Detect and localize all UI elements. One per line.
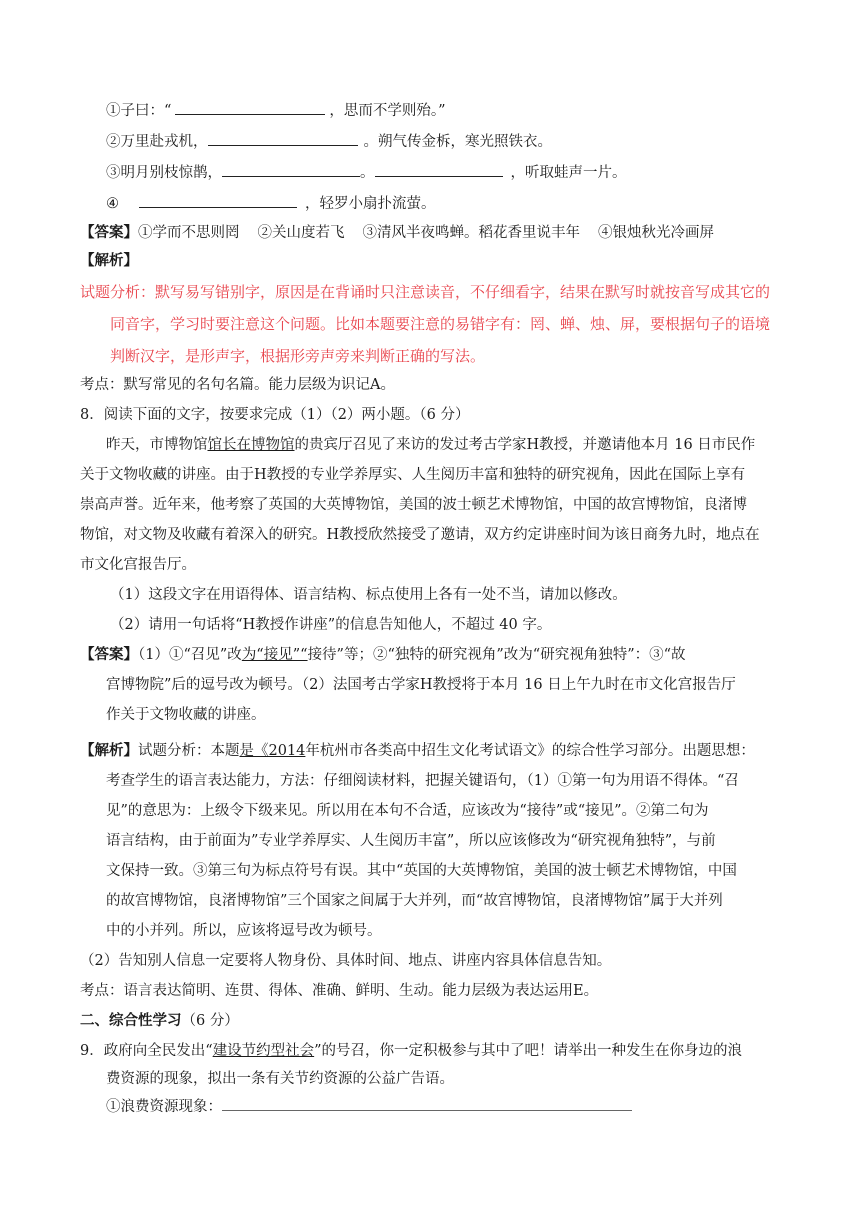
q7-item-3 [106, 162, 627, 184]
text: 9．政府向全民发出“ [80, 1043, 213, 1059]
answer-label: 【答案】 [80, 646, 138, 663]
answer-item: ②关山度若飞 [257, 225, 345, 241]
q8-analysis-line: 文保持一致。③第三句为标点符号有误。其中“英国的大英博物馆，美国的波士顿艺术博物馆，中国 [106, 863, 737, 879]
analysis-text: 同音字，学习时要注意这个问题。比如本题要注意的易错字有：罔、蝉、烛、屏，要根据句子的语境 [110, 315, 771, 333]
q9-line: 费资源的现象，拟出一条有关节约资源的公益广告语。 [106, 1071, 454, 1087]
q8-paragraph-line: 市文化宫报告厅。 [80, 557, 196, 573]
q8-answer-line: 宫博物院”后的逗号改为顿号。（2）法国考古学家H教授将于本月 16 日上午九时在市文化宫报告厅 [106, 677, 736, 693]
blank-line [222, 162, 360, 177]
text: 试题分析：本题 [138, 743, 240, 759]
text: ①浪费资源现象： [106, 1099, 222, 1115]
text: 昨天，市博物馆 [106, 437, 208, 453]
q8-title: 8．阅读下面的文字，按要求完成（1）（2）两小题。（6 分） [80, 407, 470, 423]
q7-item-2 [106, 131, 552, 153]
answer-item: ④银烛秋光冷画屏 [598, 225, 714, 241]
q8-sub-question-2: （2）请用一句话将“H教授作讲座”的信息告知他人，不超过 40 字。 [110, 617, 552, 633]
kaodian: 考点：语言表达简明、连贯、得体、准确、鲜明、生动。能力层级为表达运用E。 [80, 983, 599, 999]
q9-prompt [106, 1096, 632, 1118]
q8-answer-line: 作关于文物收藏的讲座。 [106, 707, 266, 723]
underlined-text: 馆长在博物馆 [207, 437, 295, 453]
q7-item-3-suffix: ，听取蛙声一片。 [510, 165, 627, 181]
q8-paragraph-line: 崇高声誉。近年来，他考察了英国的大英博物馆，美国的波士顿艺术博物馆，中国的故宫博物馆，良渚博 [80, 497, 747, 513]
q7-item-3-mid: 。 [360, 165, 375, 181]
section-heading [80, 1010, 239, 1032]
text: （1）①“召见”改 [138, 647, 242, 663]
q8-sub-question-1: （1）这段文字在用语得体、语言结构、标点使用上各有一处不当，请加以修改。 [110, 587, 627, 603]
underlined-text: 建设节约型社会 [212, 1043, 315, 1059]
blank-line [208, 131, 358, 146]
analysis-text: 试题分析：默写易写错别字，原因是在背诵时只注意读音，不仔细看字，结果在默写时就按音写成其它的 [80, 283, 771, 301]
section-title: 二、综合性学习 [80, 1012, 182, 1029]
kaodian: 考点：默写常见的名句名篇。能力层级为识记A。 [80, 377, 395, 393]
q7-item-4-suffix: ，轻罗小扇扑流萤。 [305, 196, 436, 212]
analysis-text: 判断汉字，是形声字，根据形旁声旁来判断正确的写法。 [110, 347, 486, 365]
q7-item-3-prefix: ③明月别枝惊鹊， [106, 165, 222, 181]
blank-line [222, 1096, 632, 1111]
q8-paragraph-line: 关于文物收藏的讲座。由于H教授的专业学养厚实、人生阅历丰富和独特的研究视角，因此在国际上享有 [80, 467, 746, 483]
analysis-label: 【解析】 [80, 252, 138, 269]
analysis-label: 【解析】 [80, 742, 138, 759]
underlined-text: 为“接见”“ [241, 647, 308, 663]
q7-item-2-suffix: 。朔气传金柝，寒光照铁衣。 [363, 134, 552, 150]
blank-line [375, 162, 503, 177]
q8-analysis-line: 的故宫博物馆，良渚博物馆”三个国家之间属于大并列，而“故宫博物馆，良渚博物馆”属于大并列 [106, 893, 723, 909]
answer-item: ③清风半夜鸣蝉。稻花香里说丰年 [362, 225, 580, 241]
q7-answer [80, 222, 714, 244]
q8-analysis-line: 中的小并列。所以，应该将逗号改为顿号。 [106, 923, 382, 939]
blank-line [175, 100, 325, 115]
q8-analysis-line: 见”的意思为：上级令下级来见。所以用在本句不合适，应该改为“接待”或“接见”。②第二句为 [106, 803, 709, 819]
q7-item-1-suffix: ，思而不学则殆。” [329, 103, 446, 119]
answer-item: ①学而不思则罔 [138, 225, 240, 241]
q7-item-1 [106, 100, 446, 122]
q8-analysis-line: 考查学生的语言表达能力，方法：仔细阅读材料，把握关键语句，（1）①第一句为用语不得体。“召 [106, 773, 739, 789]
underlined-text: 是《2014 [239, 743, 306, 759]
text: 接待”等；②“独特的研究视角”改为“研究视角独特”：③“故 [307, 647, 686, 663]
q8-answer-line [80, 644, 686, 666]
text: 的贵宾厅召见了来访的发过考古学家H教授，并邀请他本月 16 日市民作 [294, 437, 756, 453]
text: ”的号召，你一定积极参与其中了吧！请举出一种发生在你身边的浪 [314, 1043, 743, 1059]
q7-item-4 [106, 193, 436, 215]
section-score: （6 分） [181, 1013, 239, 1029]
q8-analysis-line: （2）告知别人信息一定要将人物身份、具体时间、地点、讲座内容具体信息告知。 [80, 953, 612, 969]
answer-label: 【答案】 [80, 224, 138, 241]
q8-paragraph-line: 物馆，对文物及收藏有着深入的研究。H教授欣然接受了邀请，双方约定讲座时间为该日商务九时，地点在 [80, 527, 760, 543]
q8-analysis-line [80, 740, 755, 762]
q8-paragraph-line [106, 434, 755, 456]
q7-item-1-prefix: ①子曰：“ [106, 103, 172, 119]
q8-analysis-line: 语言结构，由于前面为”专业学养厚实、人生阅历丰富”，所以应该修改为“研究视角独特”，与前 [106, 833, 716, 849]
blank-line [139, 193, 297, 208]
q7-item-4-prefix: ④ [106, 196, 119, 212]
q7-item-2-prefix: ②万里赴戎机， [106, 134, 208, 150]
q9-line [80, 1040, 742, 1062]
text: 年杭州市各类高中招生文化考试语文》的综合性学习部分。出题思想： [305, 743, 755, 759]
